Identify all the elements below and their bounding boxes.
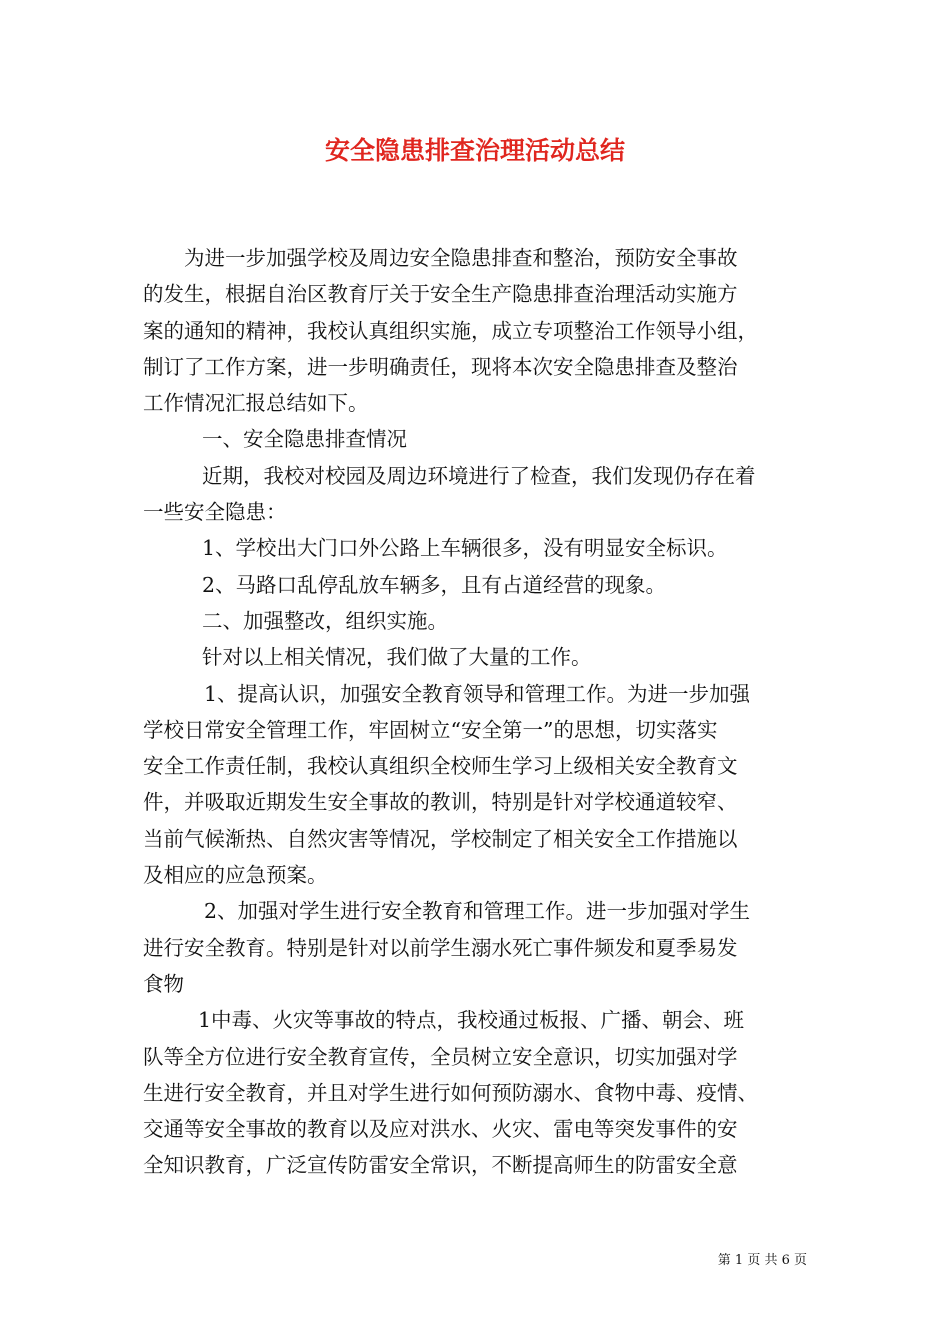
- paragraph-line: 及相应的应急预案。: [143, 863, 328, 888]
- paragraph-line: 队等全方位进行安全教育宣传，全员树立安全意识，切实加强对学: [143, 1044, 738, 1069]
- paragraph-line: 食物: [143, 971, 184, 996]
- paragraph-line: 交通等安全事故的教育以及应对洪水、火灾、雷电等突发事件的安: [143, 1117, 738, 1142]
- section-heading: 二、加强整改，组织实施。: [202, 608, 448, 633]
- page-number: 第 1 页 共 6 页: [717, 1253, 807, 1268]
- paragraph-line: 学校日常安全管理工作，牢固树立“安全第一”的思想，切实落实: [143, 717, 718, 742]
- paragraph-line: 生进行安全教育，并且对学生进行如何预防溺水、食物中毒、疫情、: [143, 1080, 758, 1105]
- paragraph-line: 全知识教育，广泛宣传防雷安全常识，不断提高师生的防雷安全意: [143, 1153, 738, 1178]
- list-item: 2、马路口乱停乱放车辆多，且有占道经营的现象。: [202, 572, 667, 597]
- paragraph-line: 一些安全隐患：: [143, 500, 287, 525]
- paragraph-line: 件，并吸取近期发生安全事故的教训，特别是针对学校通道较窄、: [143, 790, 738, 815]
- paragraph-line: 进行安全教育。特别是针对以前学生溺水死亡事件频发和夏季易发: [143, 935, 738, 960]
- list-item: 1、学校出大门口外公路上车辆很多，没有明显安全标识。: [202, 536, 728, 561]
- paragraph-line: 安全工作责任制，我校认真组织全校师生学习上级相关安全教育文: [143, 754, 738, 779]
- document-body: [143, 240, 813, 1184]
- paragraph-line: 1、提高认识，加强安全教育领导和管理工作。为进一步加强: [204, 681, 751, 706]
- paragraph-line: 工作情况汇报总结如下。: [143, 391, 369, 416]
- page-title: 安全隐患排查治理活动总结: [324, 136, 625, 165]
- paragraph-line: 为进一步加强学校及周边安全隐患排查和整治，预防安全事故: [184, 246, 738, 270]
- section-heading: 一、安全隐患排查情况: [202, 427, 407, 452]
- paragraph-line: 1中毒、火灾等事故的特点，我校通过板报、广播、朝会、班: [198, 1008, 745, 1033]
- paragraph-line: 近期，我校对校园及周边环境进行了检查，我们发现仍存在着: [202, 463, 756, 488]
- paragraph-line: 2、加强对学生进行安全教育和管理工作。进一步加强对学生: [204, 899, 751, 924]
- paragraph-line: 案的通知的精神，我校认真组织实施，成立专项整治工作领导小组，: [143, 318, 758, 343]
- paragraph-line: 针对以上相关情况，我们做了大量的工作。: [202, 645, 592, 670]
- paragraph-line: 的发生，根据自治区教育厅关于安全生产隐患排查治理活动实施方: [143, 282, 738, 307]
- paragraph-line: 制订了工作方案，进一步明确责任，现将本次安全隐患排查及整治: [143, 354, 738, 379]
- paragraph-line: 当前气候渐热、自然灾害等情况，学校制定了相关安全工作措施以: [143, 826, 738, 851]
